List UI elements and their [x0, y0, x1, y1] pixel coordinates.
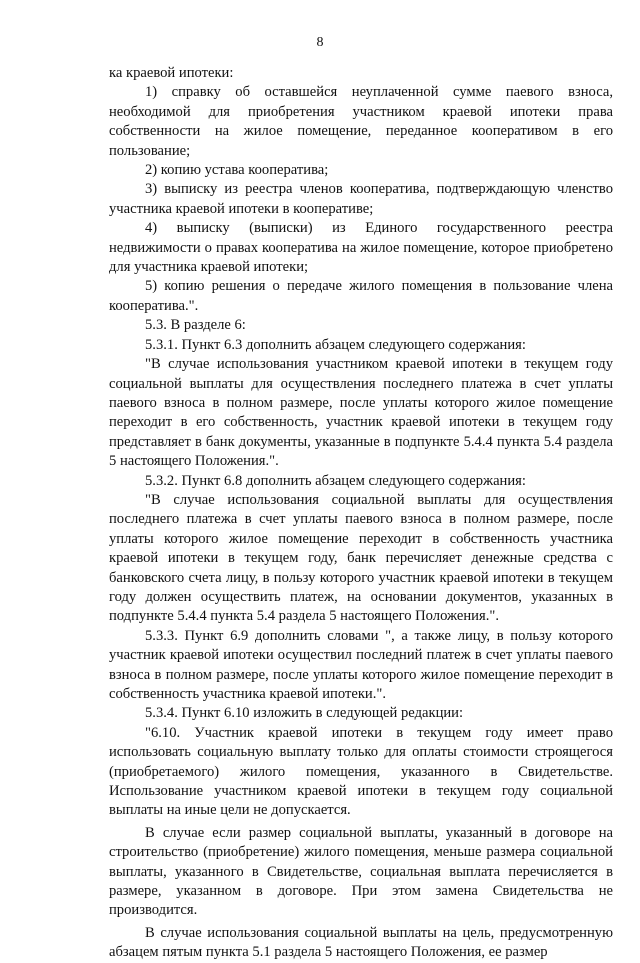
- body-paragraph: "В случае использования участником краевой ипотеки в текущем году социальной выплаты для осуществления последнего платежа в счет уплаты паевого взноса в полном размере, после уплаты которого жилое помещение переходит в его собственность, участник краевой ипотеки в текущем году представляет в банк документы, указанные в подпункте 5.4.4 пункта 5.4 раздела 5 настоящего Положения.".: [109, 356, 613, 470]
- body-paragraph: 5) копию решения о передаче жилого помещения в пользование члена кооператива.".: [109, 278, 613, 314]
- body-paragraph: 5.3.4. Пункт 6.10 изложить в следующей редакции:: [145, 705, 464, 722]
- body-paragraph: 5.3.1. Пункт 6.3 дополнить абзацем следующего содержания:: [145, 336, 526, 353]
- document-body: [109, 64, 613, 963]
- body-paragraph: 2) копию устава кооператива;: [145, 162, 329, 179]
- body-paragraph: В случае использования социальной выплаты на цель, предусмотренную абзацем пятым пункта 5.1 раздела 5 настоящего Положения, ее размер: [109, 924, 613, 961]
- page-number: 8: [316, 35, 324, 50]
- body-paragraph: 5.3.2. Пункт 6.8 дополнить абзацем следующего содержания:: [145, 472, 526, 489]
- body-paragraph: "6.10. Участник краевой ипотеки в текущем году имеет право использовать социальную выплату только для оплаты стоимости строящегося (приобретаемого) жилого помещения, указанного в Свидетельстве. Использование участником краевой ипотеки в текущем году социальной выплаты на иные цели не допускается.: [109, 724, 613, 819]
- body-paragraph: 4) выписку (выписки) из Единого государственного реестра недвижимости о правах кооператива на жилое помещение, которое приобретено для участника краевой ипотеки;: [109, 220, 613, 276]
- body-paragraph: 3) выписку из реестра членов кооператива, подтверждающую членство участника краевой ипотеки в кооперативе;: [109, 181, 613, 217]
- body-paragraph: 5.3.3. Пункт 6.9 дополнить словами ", а также лицу, в пользу которого участник краевой ипотеки осуществил последний платеж в счет уплаты паевого взноса в полном размере, после уплаты которого жилое помещение переходит в собственность участника краевой ипотеки.".: [109, 627, 613, 702]
- body-paragraph: В случае если размер социальной выплаты, указанный в договоре на строительство (приобретение) жилого помещения, меньше размера социальной выплаты, указанного в Свидетельстве, социальная выплата перечисляется в размере, указанном в договоре. При этом замена Свидетельства не производится.: [109, 824, 613, 919]
- body-paragraph: 5.3. В разделе 6:: [145, 317, 246, 334]
- body-paragraph: ка краевой ипотеки:: [109, 65, 234, 81]
- body-paragraph: 1) справку об оставшейся неуплаченной сумме паевого взноса, необходимой для приобретения участником краевой ипотеки права собственности на жилое помещение, переданное кооперативом в его пользование;: [109, 84, 613, 159]
- body-paragraph: "В случае использования социальной выплаты для осуществления последнего платежа в счет уплаты паевого взноса в полном размере, после уплаты которого жилое помещение переходит в собственность участника краевой ипотеки в текущем году, банк перечисляет денежные средства с банковского счета лицу, в пользу которого участник краевой ипотеки в текущем году должен осуществить платеж, на основании документов, указанных в подпункте 5.4.4 пункта 5.4 раздела 5 настоящего Положения.".: [109, 491, 613, 625]
